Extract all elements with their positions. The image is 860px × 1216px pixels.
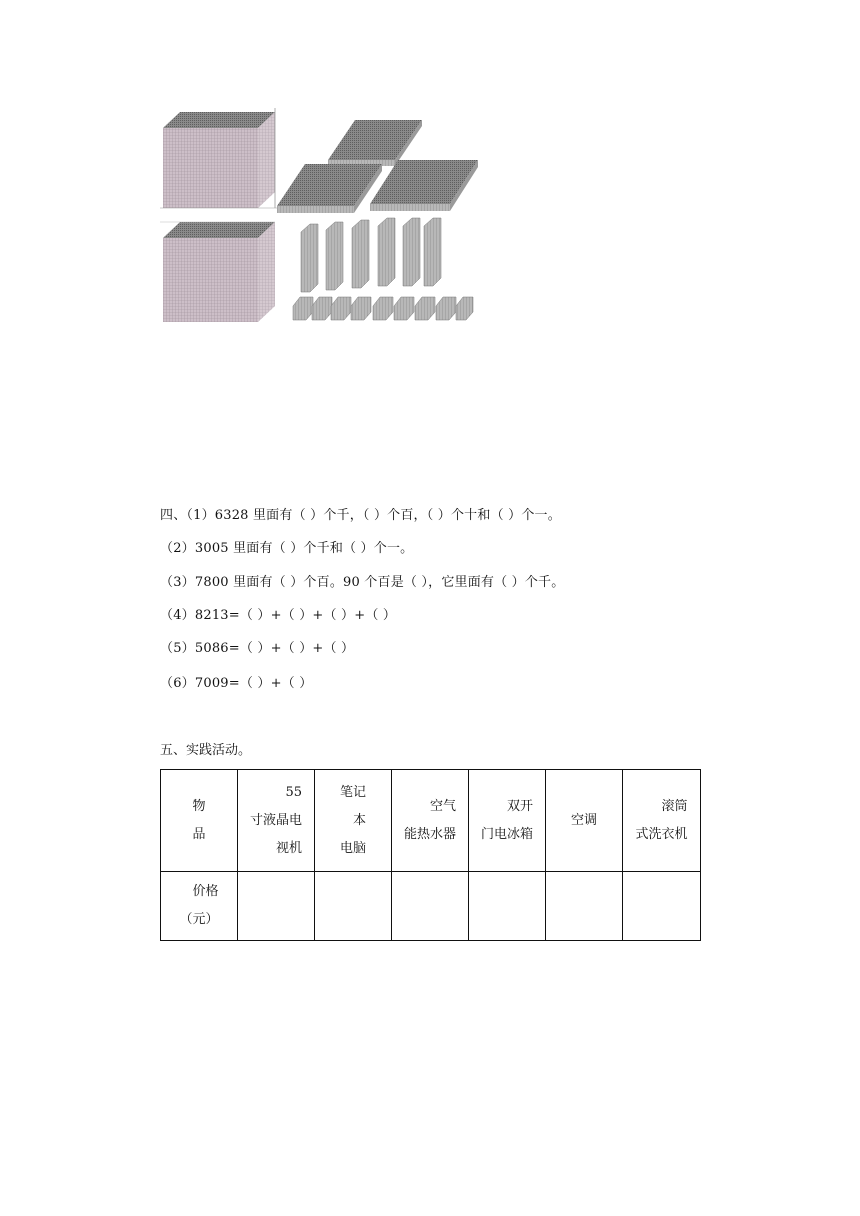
price-label-cell: 价格 （元） [161,872,238,941]
price-input-cell[interactable] [238,872,315,941]
thousand-cube-2 [163,222,275,322]
price-table [160,769,701,941]
item-row [161,770,701,872]
hundred-flat-1 [328,120,422,166]
unit-cubes [293,297,473,320]
q5-title: 五、实践活动。 [160,743,252,758]
item-cell: 空气 能热水器 [392,770,469,872]
item-cell: 笔记 本 电脑 [315,770,392,872]
row-header-cell: 物 品 [161,770,238,872]
price-input-cell[interactable] [469,872,546,941]
item-cell: 滚筒 式洗衣机 [623,770,701,872]
item-cell: 双开 门电冰箱 [469,770,546,872]
q4-line-2: （2）3005 里面有（ ）个千和（ ）个一。 [160,541,414,556]
item-cell: 空调 [546,770,623,872]
ten-rods [301,218,441,292]
price-input-cell[interactable] [623,872,701,941]
q4-line-3: （3）7800 里面有（ ）个百。90 个百是（ ），它里面有（ ）个千。 [160,575,565,590]
place-value-blocks-figure [160,108,480,326]
hundred-flat-2 [277,164,382,213]
q4-line-6: （6）7009=（ ）+（ ） [160,676,313,691]
price-input-cell[interactable] [315,872,392,941]
q4-line-4: （4）8213=（ ）+（ ）+（ ）+（ ） [160,608,397,623]
item-cell: 55 寸液晶电 视机 [238,770,315,872]
q4-line-1: 四、（1）6328 里面有（ ）个千，（ ）个百，（ ）个十和（ ）个一。 [160,508,561,523]
price-row [161,872,701,941]
thousand-cube-1 [163,112,275,208]
q4-line-5: （5）5086=（ ）+（ ）+（ ） [160,641,355,656]
hundred-flat-3 [370,160,478,211]
price-input-cell[interactable] [392,872,469,941]
price-input-cell[interactable] [546,872,623,941]
